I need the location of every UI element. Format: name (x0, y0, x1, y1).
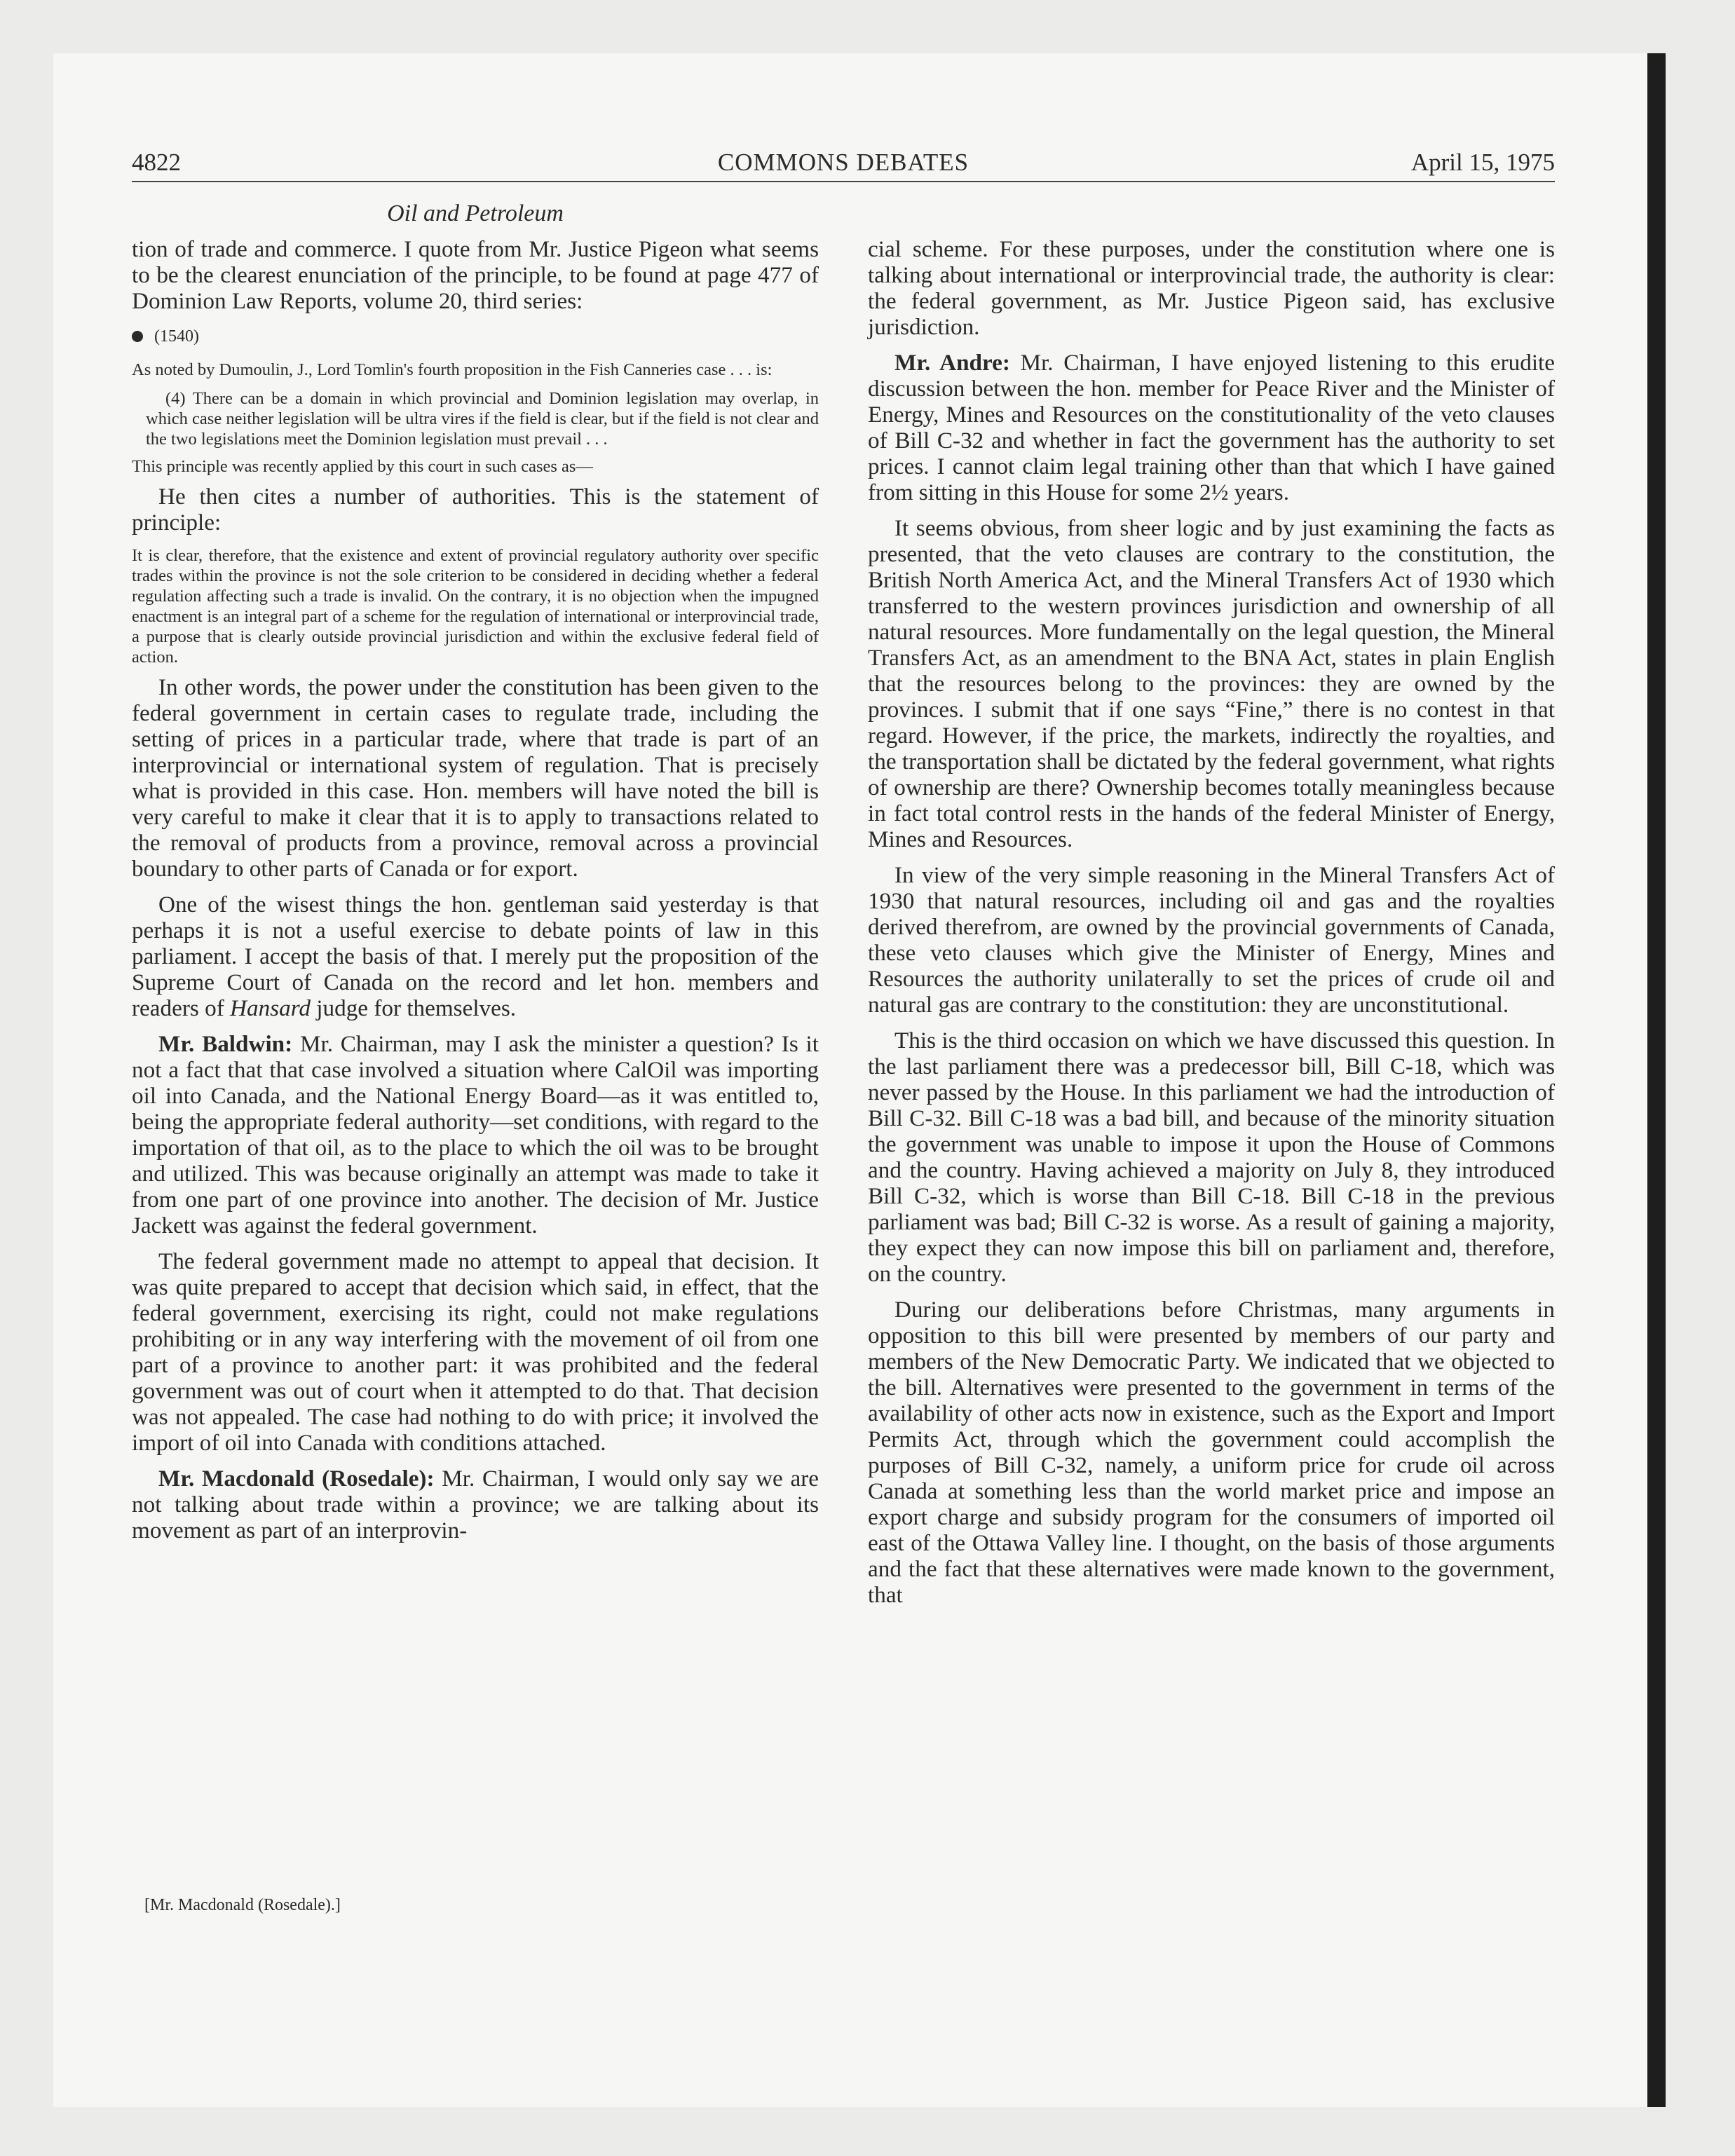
publication-title: COMMONS DEBATES (717, 149, 969, 176)
speaker-name: Mr. Andre: (894, 350, 1010, 376)
quotation-principle: It is clear, therefore, that the existence and extent of provincial regulatory authority over specific trades within the province is not the sole criterion to be considered in deciding whether a federal regulation affecting such a trade is invalid. On the contrary, it is no objection when the impugned enactment is an integral part of a scheme for the regulation of international or interprovincial trade, a purpose that is clearly outside provincial jurisdiction and within the exclusive federal field of action. (132, 546, 819, 667)
paragraph (132, 892, 819, 1021)
page-number: 4822 (132, 149, 181, 176)
speech (132, 1466, 819, 1543)
issue-date: April 15, 1975 (1410, 149, 1555, 176)
quotation-applied: This principle was recently applied by this court in such cases as— (132, 457, 593, 476)
paragraph: tion of trade and commerce. I quote from Mr. Justice Pigeon what seems to be the clearest enunciation of the principle, to be found at page 477 of Dominion Law Reports, volume 20, third series: (132, 236, 819, 314)
paragraph-text: One of the wisest things the hon. gentleman said yesterday is that perhaps it is not a useful exercise to debate points of law in this parliament. I accept the basis of that. I merely put the proposition of the Supreme Court of Canada on the record and let hon. members and readers of (132, 892, 819, 1021)
speaker-name: Mr. Baldwin: (158, 1031, 293, 1057)
paragraph-text: judge for themselves. (316, 995, 517, 1021)
paragraph: The federal government made no attempt to appeal that decision. It was quite prepared to accept that decision which said, in effect, that the federal government, exercising its right, could not make regulations prohibiting or in any way interfering with the movement of oil from one part of a province to another part: it was prohibited and the federal government was out of court when it attempted to do that. That decision was not appealed. The case had nothing to do with price; it involved the import of oil into Canada with conditions attached. (132, 1248, 819, 1456)
speech-text: Mr. Chairman, I would only say we are not talking about trade within a province; we are talking about its movement as part of an interprovin- (132, 1466, 819, 1543)
running-header (132, 149, 1555, 182)
speech (868, 350, 1555, 505)
right-column (868, 236, 1555, 1618)
paragraph: In view of the very simple reasoning in the Mineral Transfers Act of 1930 that natural resources, including oil and gas and the royalties derived therefrom, are owned by the provincial governments of Canada, these veto clauses which give the Minister of Energy, Mines and Resources the authority unilaterally to set the prices of crude oil and natural gas are contrary to the constitution: they are unconstitutional. (868, 862, 1555, 1018)
paragraph: It seems obvious, from sheer logic and by just examining the facts as presented, that the veto clauses are contrary to the constitution, the British North America Act, and the Mineral Transfers Act of 1930 which transferred to the western provinces jurisdiction and ownership of all natural resources. More fundamentally on the legal question, the Mineral Transfers Act, as an amendment to the BNA Act, states in plain English that the resources belong to the provinces: they are owned by the provinces. I submit that if one says “Fine,” there is no contest in that regard. However, if the price, the markets, indirectly the royalties, and the transportation shall be dictated by the federal government, what rights of ownership are there? Ownership becomes totally meaningless because in fact total control rests in the hands of the federal Minister of Energy, Mines and Resources. (868, 515, 1555, 852)
speech (132, 1031, 819, 1239)
speech-text: Mr. Chairman, I have enjoyed listening to this erudite discussion between the hon. member for Peace River and the Minister of Energy, Mines and Resources on the constitutionality of the veto clauses of Bill C-32 and whether in fact the government has the authority to set prices. I cannot claim legal training other than that which I have gained from sitting in this House for some 2½ years. (868, 350, 1555, 505)
paragraph: During our deliberations before Christmas, many arguments in opposition to this bill were presented by members of our party and members of the New Democratic Party. We indicated that we objected to the bill. Alternatives were presented to the government in terms of the availability of other acts now in existence, such as the Export and Import Permits Act, through which the government could accomplish the purposes of Bill C-32, namely, a uniform price for crude oil across Canada at something less than the world market price and impose an export charge and subsidy program for the consumers of imported oil east of the Ottawa Valley line. I thought, on the basis of those arguments and the fact that these alternatives were made known to the government, that (868, 1297, 1555, 1608)
quotation-proposition: (4) There can be a domain in which provincial and Dominion legislation may overlap, in which case neither legislation will be ultra vires if the field is clear, but if the field is not clear and the two legislations meet the Dominion legislation must prevail . . . (146, 389, 819, 449)
paragraph: He then cites a number of authorities. This is the statement of principle: (132, 484, 819, 535)
scan-edge-shadow (1647, 53, 1666, 2107)
speaker-attribution: [Mr. Macdonald (Rosedale).] (144, 1896, 341, 1914)
paragraph: In other words, the power under the constitution has been given to the federal government in certain cases to regulate trade, including the setting of prices in a particular trade, where that trade is part of an interprovincial or international system of regulation. That is precisely what is provided in this case. Hon. members will have noted the bill is very careful to make it clear that it is to apply to transactions related to the removal of products from a province, removal across a provincial boundary to other parts of Canada or for export. (132, 674, 819, 882)
subject-heading: Oil and Petroleum (387, 200, 564, 226)
bullet-dot-icon (132, 331, 143, 342)
time-marker (132, 324, 819, 350)
paragraph: This is the third occasion on which we have discussed this question. In the last parliament there was a predecessor bill, Bill C-18, which was never passed by the House. In this parliament we had the introduction of Bill C-32. Bill C-18 was a bad bill, and because of the minority situation the government was unable to impose it upon the House of Commons and the country. Having achieved a majority on July 8, they introduced Bill C-32, which is worse than Bill C-18. Bill C-18 in the previous parliament was bad; Bill C-32 is worse. As a result of gaining a majority, they expect they can now impose this bill on parliament and, therefore, on the country. (868, 1028, 1555, 1287)
speaker-name: Mr. Macdonald (Rosedale): (158, 1466, 435, 1492)
hansard-title: Hansard (230, 995, 311, 1021)
time-marker-label: (1540) (154, 327, 199, 346)
quotation-intro: As noted by Dumoulin, J., Lord Tomlin's fourth proposition in the Fish Canneries case . . . is: (132, 360, 773, 379)
speech-text: Mr. Chairman, may I ask the minister a question? Is it not a fact that that case involved a situation where CalOil was importing oil into Canada, and the National Energy Board—as it was entitled to, being the appropriate federal authority—set conditions, with regard to the importation of that oil, as to the place to which the oil was to be brought and utilized. This was because originally an attempt was made to take it from one part of one province into another. The decision of Mr. Justice Jackett was against the federal government. (132, 1031, 819, 1239)
left-column (132, 236, 819, 1553)
paragraph: cial scheme. For these purposes, under the constitution where one is talking about international or interprovincial trade, the authority is clear: the federal government, as Mr. Justice Pigeon said, has exclusive jurisdiction. (868, 236, 1555, 340)
